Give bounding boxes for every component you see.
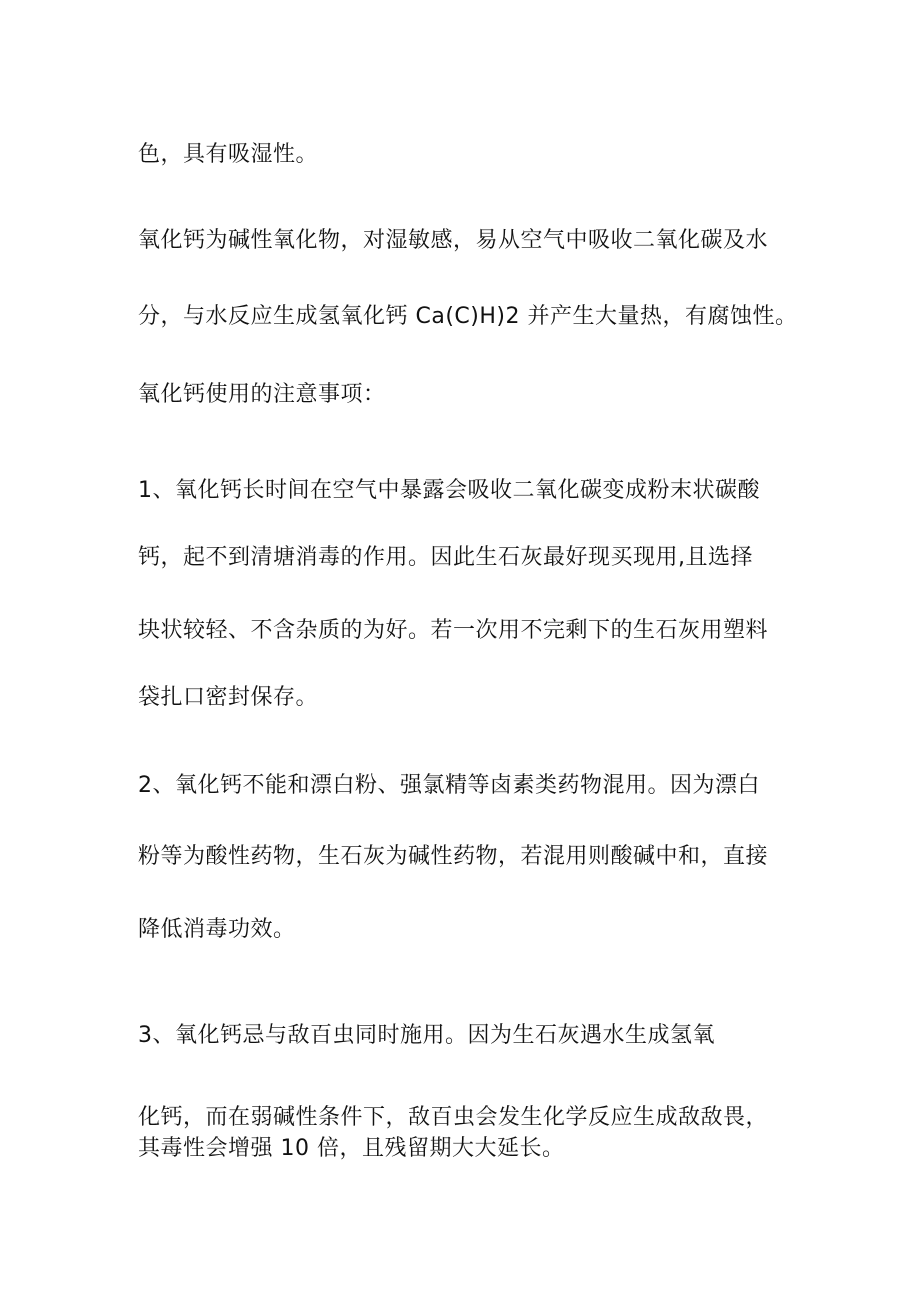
section-heading: 氧化钙使用的注意事项： — [138, 382, 386, 407]
text-line: 块状较轻、不含杂质的为好。若一次用不完剩下的生石灰用塑料 — [138, 618, 769, 643]
text-line: 色，具有吸湿性。 — [138, 142, 319, 167]
text-line: 袋扎口密封保存。 — [138, 685, 319, 710]
text-line: 其毒性会增强 10 倍，且残留期大大延长。 — [138, 1136, 565, 1161]
text-line: 1、氧化钙长时间在空气中暴露会吸收二氧化碳变成粉末状碳酸 — [138, 478, 760, 503]
text-line: 钙，起不到清塘消毒的作用。因此生石灰最好现买现用,且选择 — [138, 545, 753, 570]
text-line: 2、氧化钙不能和漂白粉、强氯精等卤素类药物混用。因为漂白 — [138, 773, 760, 798]
text-line: 分，与水反应生成氢氧化钙 Ca(C)H)2 并产生大量热，有腐蚀性。 — [138, 304, 798, 329]
text-line: 降低消毒功效。 — [138, 917, 296, 942]
text-line: 粉等为酸性药物，生石灰为碱性药物，若混用则酸碱中和，直接 — [138, 844, 769, 869]
text-line: 氧化钙为碱性氧化物，对湿敏感，易从空气中吸收二氧化碳及水 — [138, 228, 769, 253]
text-line: 3、氧化钙忌与敌百虫同时施用。因为生石灰遇水生成氢氧 — [138, 1023, 715, 1048]
text-line: 化钙，而在弱碱性条件下，敌百虫会发生化学反应生成敌敌畏， — [138, 1105, 769, 1130]
